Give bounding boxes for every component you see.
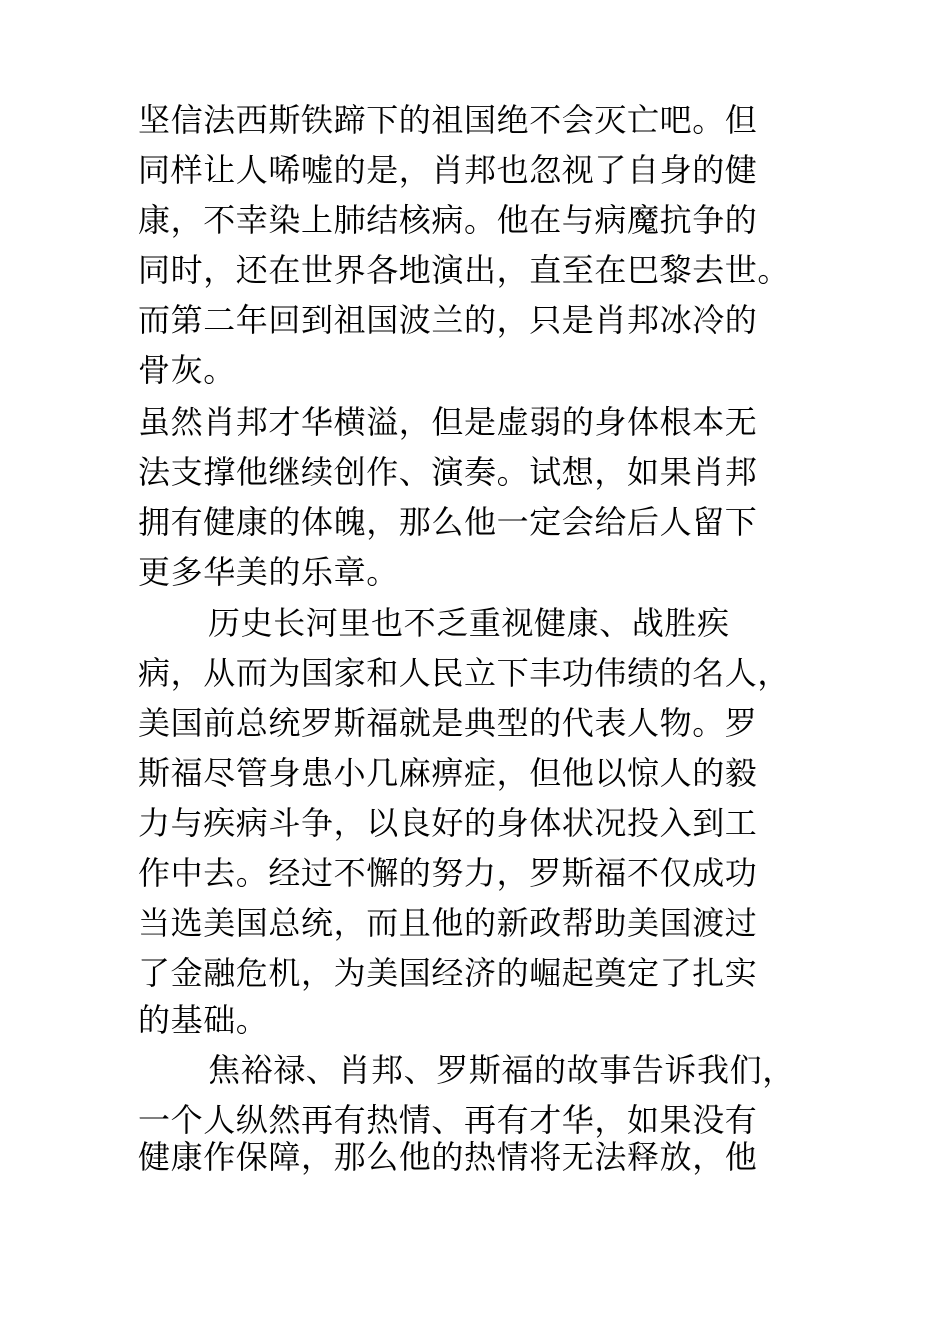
text-line: 历史长河里也不乏重视健康、战胜疾 bbox=[208, 604, 730, 642]
text-line: 焦裕禄、肖邦、罗斯福的故事告诉我们， bbox=[208, 1051, 795, 1089]
text-line: 了金融危机，为美国经济的崛起奠定了扎实 bbox=[138, 954, 758, 992]
text-line: 虽然肖邦才华横溢，但是虚弱的身体根本无 bbox=[138, 403, 758, 441]
text-line: 康，不幸染上肺结核病。他在与病魔抗争的 bbox=[138, 201, 758, 239]
text-line: 斯福尽管身患小几麻痹症，但他以惊人的毅 bbox=[138, 754, 758, 792]
text-line: 美国前总统罗斯福就是典型的代表人物。罗 bbox=[138, 704, 758, 742]
text-line: 健康作保障，那么他的热情将无法释放，他 bbox=[138, 1138, 758, 1176]
text-line: 的基础。 bbox=[138, 1001, 269, 1039]
text-line: 拥有健康的体魄，那么他一定会给后人留下 bbox=[138, 503, 758, 541]
text-line: 当选美国总统，而且他的新政帮助美国渡过 bbox=[138, 904, 758, 942]
text-line: 骨灰。 bbox=[138, 351, 236, 389]
text-line: 而第二年回到祖国波兰的，只是肖邦冰冷的 bbox=[138, 301, 758, 339]
text-line: 作中去。经过不懈的努力，罗斯福不仅成功 bbox=[138, 854, 758, 892]
text-line: 法支撑他继续创作、演奏。试想，如果肖邦 bbox=[138, 453, 758, 491]
text-line: 一个人纵然再有热情、再有才华，如果没有 bbox=[138, 1101, 758, 1139]
text-line: 病，从而为国家和人民立下丰功伟绩的名人， bbox=[138, 654, 791, 692]
text-line: 坚信法西斯铁蹄下的祖国绝不会灭亡吧。但 bbox=[138, 101, 758, 139]
text-line: 更多华美的乐章。 bbox=[138, 553, 399, 591]
text-line: 力与疾病斗争，以良好的身体状况投入到工 bbox=[138, 804, 758, 842]
text-line: 同时，还在世界各地演出，直至在巴黎去世。 bbox=[138, 251, 791, 289]
text-line: 同样让人唏嘘的是，肖邦也忽视了自身的健 bbox=[138, 151, 758, 189]
